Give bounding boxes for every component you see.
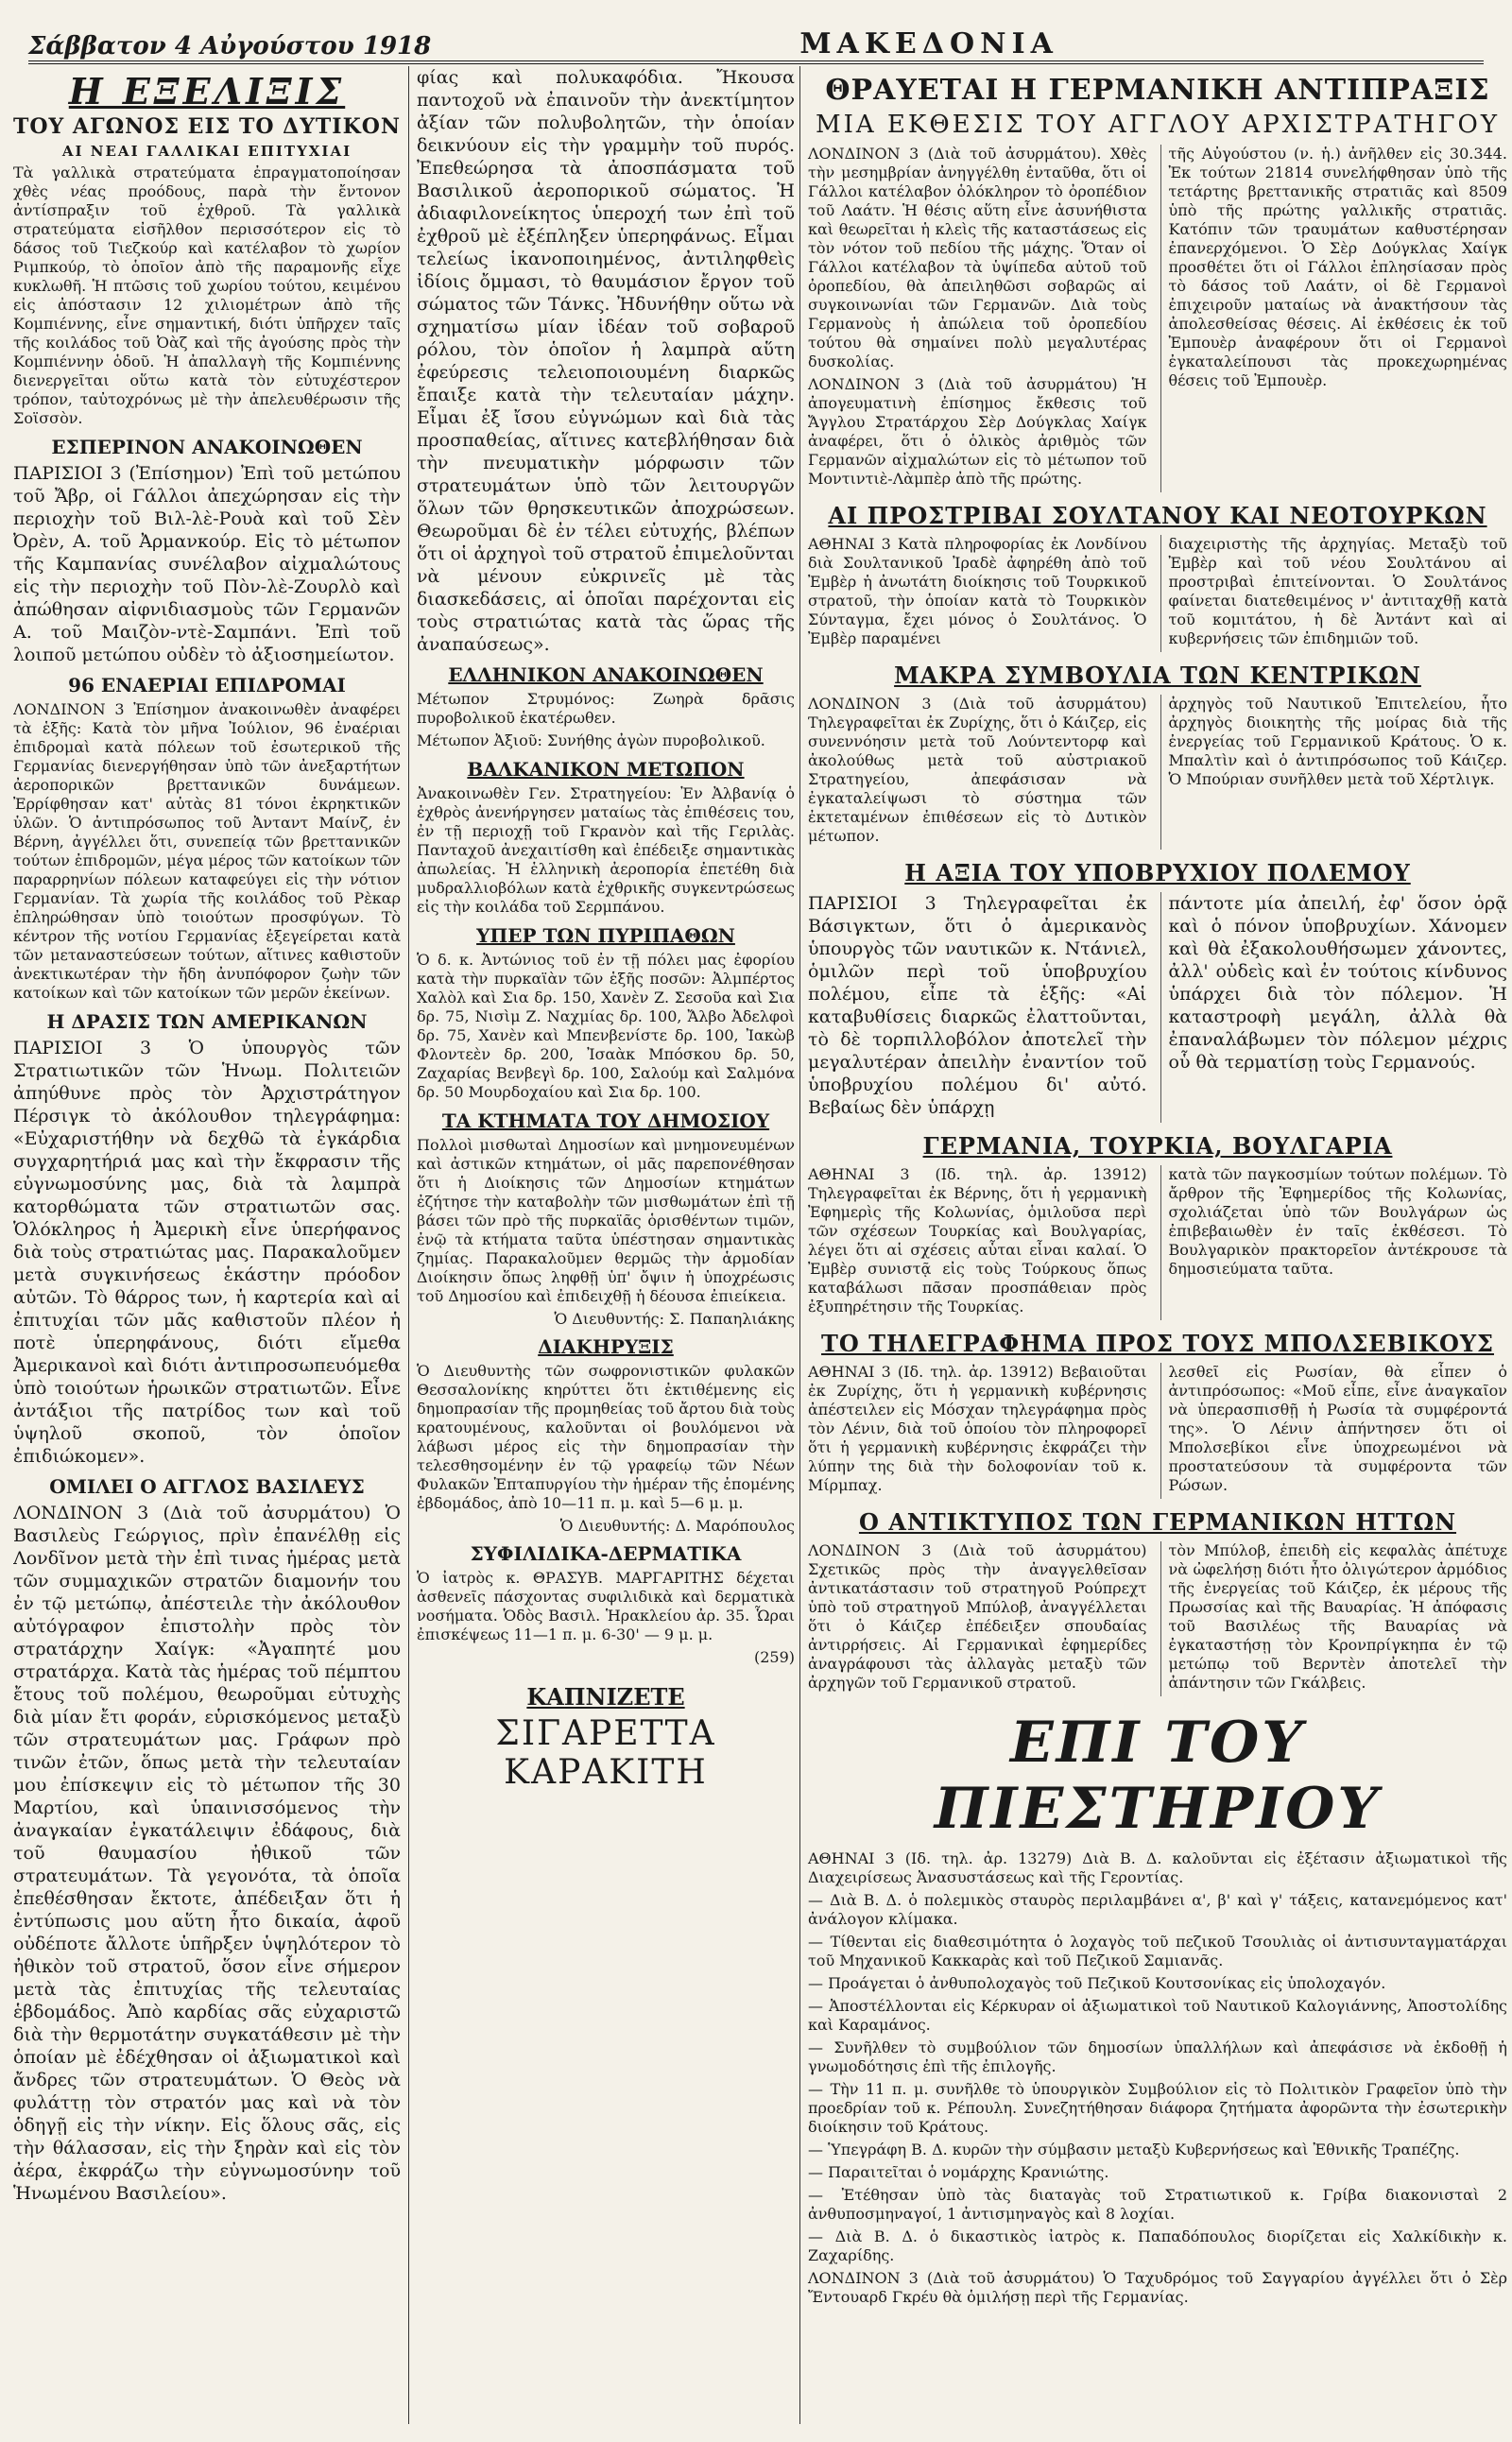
subcolumn: [1160, 1165, 1508, 1320]
headline-americans: Η ΔΡΑΣΙΣ ΤΩΝ ΑΜΕΡΙΚΑΝΩΝ: [46, 1010, 368, 1033]
subcolumn: [1160, 892, 1508, 1123]
news-item: — Ἐτέθησαν ὑπὸ τὰς διαταγὰς τοῦ Στρατιωτικοῦ κ. Γρίβα διακονισταὶ 2 ἀνθυποσμηναγοί, 1 ἀντισμηναγὸς καὶ 8 λοχίαι.: [808, 2186, 1507, 2223]
subheadline-french-successes: ΑΙ ΝΕΑΙ ΓΑΛΛΙΚΑΙ ΕΠΙΤΥΧΙΑΙ: [61, 143, 352, 160]
headline-exelixis: Η ΕΞΕΛΙΞΙΣ: [68, 70, 346, 112]
headline-on-the-press: ΕΠΙ ΤΟΥ ΠΙΕΣΤΗΡΙΟΥ: [934, 1710, 1382, 1842]
article-text: ΛΟΝΔΙΝΟΝ 3 Ἐπίσημον ἀνακοινωθὲν ἀναφέρει τὰ ἑξῆς: Κατὰ τὸν μῆνα Ἰούλιον, 96 ἐναέριαι ἐπιδρομαὶ κατὰ πόλεων τοῦ ἐσωτερικοῦ τῆς Γερμανίας διενεργήθησαν ὑπὸ τῶν ἀνεξαρτήτων ἀεροπορικῶν βρεττανικῶν δυνάμεων. Ἐρρίφθησαν κατ' αὐτὰς 81 τόνοι ἐκρηκτικῶν ὑλῶν. Ὁ ἀντιπρόσωπος τοῦ Ἀνταντ Μαίνζ, ἐν Βέρνη, ἀγγέλλει ὅτι, συνεπείᾳ τῶν βρεττανικῶν τούτων ἐπιδρομῶν, μέγα μέρος τῶν κατοίκων τῶν παραρρηνίων πόλεων καταφεύγει εἰς τὴν νότιον Γερμανίαν. Τὰ χωρία τῆς κοιλάδος τοῦ Ρὲκαρ ἐπληρώθησαν ὑπὸ τοιούτων προσφύγων. Τὸ κέντρον τῆς νοτίου Γερμανίας ἐξεγείρεται κατὰ τῶν μεταναστεύσεων τούτων, αἵτινες καθιστοῦν ἀνεκτικωτέραν τὴν ἤδη ἀνυπόφορον ζωὴν τῶν κατοίκων καὶ τῶν κατοίκων τῶν μερῶν ἐκείνων.: [13, 700, 401, 1002]
article-text: Ἀνακοινωθὲν Γεν. Στρατηγείου: Ἐν Ἀλβανίᾳ ὁ ἐχθρὸς ἀνενήργησεν ματαίως τὰς ἐπιθέσεις του, ἐν τῇ περιοχῇ τοῦ Γκρανὸν καὶ τῆς Γεριλὰς. Πανταχοῦ ἀνεχαιτίσθη καὶ ἐπέδειξε σημαντικὰς ἀπωλείας. Ἡ ἑλληνικὴ ἀεροπορία ἐπετέθη διὰ μυδραλλιοβόλων κατὰ ἐχθρικῆς συγκεντρώσεως εἰς τὴν κοιλάδα τοῦ Σερμπάνου.: [417, 784, 795, 916]
signature: Ὁ Διευθυντής: Δ. Μαρόπουλος: [559, 1517, 795, 1535]
article-text: ΛΟΝΔΙΝΟΝ 3 (Διὰ τοῦ ἀσυρμάτου) Σχετικῶς πρὸς τὴν ἀναγγελθεῖσαν ἀντικατάστασιν τοῦ στρατηγοῦ Ρούπρεχτ ὑπὸ τοῦ στρατηγοῦ Μπύλοβ, ἀναγγέλλεται ὅτι ὁ Κάιζερ ἐπέδειξεν σπουδαίας ἀντιρρήσεις. Αἱ Γερμανικαὶ ἐφημερίδες ἀναγράφουσι τὰς ἀλλαγὰς μεταξὺ τῶν ἀρχηγῶν τοῦ Γερμανικοῦ στρατοῦ.: [808, 1541, 1147, 1692]
article-text: ἀρχηγὸς τοῦ Ναυτικοῦ Ἐπιτελείου, ἦτο ἀρχηγὸς διοικητὴς τῆς μοίρας διὰ τῆς ἐνεργείας τοῦ Γερμανικοῦ Κράτους. Ὁ κ. Μπαλτὶν καὶ ὁ ἀντιπρόσωπος τοῦ Κάιζερ. Ὁ Μπούριαν συνῆλθεν μετὰ τοῦ Χέρτλιγκ.: [1168, 695, 1507, 788]
headline-advert-doctor: ΣΥΦΙΛΙΔΙΚΑ-ΔΕΡΜΑΤΙΚΑ: [470, 1542, 742, 1565]
subcolumn: [808, 1363, 1147, 1499]
news-item: — Τὴν 11 π. μ. συνῆλθε τὸ ὑπουργικὸν Συμβούλιον εἰς τὸ Πολιτικὸν Γραφεῖον ὑπὸ τὴν προεδρίαν τοῦ κ. Ρέπουλη. Συνεζητήθησαν διάφορα ζητήματα ἀφορῶντα τὴν ἐσωτερικὴν διοίκησιν τοῦ Κράτους.: [808, 2080, 1507, 2136]
headline-bolshevik-telegram: ΤΟ ΤΗΛΕΓΡΑΦΗΜΑ ΠΡΟΣ ΤΟΥΣ ΜΠΟΛΣΕΒΙΚΟΥΣ: [821, 1330, 1494, 1357]
article-text: ΛΟΝΔΙΝΟΝ 3 (Διὰ τοῦ ἀσυρμάτου) Τηλεγραφεῖται ἐκ Ζυρίχης, ὅτι ὁ Κάιζερ, εἰς συνεννόησιν μετὰ τοῦ Λούντεντορφ καὶ ἀκολούθως μετὰ τοῦ αὐστριακοῦ Στρατηγείου, ἀπεφάσισαν νὰ ἐγκαταλείψωσι τὸ σύστημα τῶν ἐκτεταμένων ἐπιθέσεων εἰς τὸ Δυτικὸν μέτωπον.: [808, 695, 1147, 845]
article-text: διαχειριστὴς τῆς ἀρχηγίας. Μεταξὺ τοῦ Ἐμβὲρ καὶ τοῦ νέου Σουλτάνου αἱ προστριβαὶ ἐπιτείνονται. Ὁ Σουλτάνος φαίνεται διατεθειμένος ν' ἀντιταχθῇ κατὰ τοῦ κομιτάτου, ἡ δὲ Ἀντάντ καὶ αἱ κυβερνήσεις τῶν ἐπιδημιῶν τοῦ.: [1168, 535, 1507, 647]
news-item: — Συνῆλθεν τὸ συμβούλιον τῶν δημοσίων ὑπαλλήλων καὶ ἀπεφάσισε νὰ ἐκδοθῇ ἡ γνωμοδότησις ἐπὶ τῆς ἐπιλογῆς.: [808, 2038, 1507, 2075]
subcolumn: [808, 145, 1147, 492]
subcolumn: [1160, 1363, 1508, 1499]
news-item: — Παραιτεῖται ὁ νομάρχης Κρανιώτης.: [808, 2163, 1109, 2181]
article-text: ΑΘΗΝΑΙ 3 Κατὰ πληροφορίας ἐκ Λονδίνου διὰ Σουλτανικοῦ Ἰραδὲ ἀφηρέθη ἀπὸ τοῦ Ἐμβὲρ ἡ ἀνωτάτη διοίκησις τοῦ Τουρκικοῦ στρατοῦ, τὴν ὁποίαν κατὰ τὸ Τουρκικὸν Σύνταγμα, ἔχει μόνος ὁ Σουλτάνος. Ὁ Ἐμβὲρ παραμένει: [808, 535, 1147, 647]
subcolumn: [808, 695, 1147, 850]
subcolumn: [1160, 1541, 1508, 1696]
headline-evening-communique: ΕΣΠΕΡΙΝΟΝ ΑΝΑΚΟΙΝΩΘΕΝ: [51, 436, 363, 458]
headline-english-king: ΟΜΙΛΕΙ Ο ΑΓΓΛΟΣ ΒΑΣΙΛΕΥΣ: [49, 1475, 365, 1498]
subcolumn: [1160, 145, 1508, 492]
subheadline-western-front: ΤΟΥ ΑΓΩΝΟΣ ΕΙΣ ΤΟ ΔΥΤΙΚΟΝ: [13, 114, 401, 139]
news-item: — Διὰ Β. Δ. ὁ δικαστικὸς ἰατρὸς κ. Παπαδόπουλος διορίζεται εἰς Χαλκίδικὴν κ. Ζαχαρίδης.: [808, 2227, 1507, 2264]
advert-cigarette: ΣΙΓΑΡΕΤΤΑ ΚΑΡΑΚΙΤΗ: [495, 1714, 716, 1792]
advert-smoke: ΚΑΠΝΙΖΕΤΕ: [526, 1683, 685, 1711]
subcolumn: [808, 892, 1147, 1123]
ad-number: (259): [753, 1648, 795, 1666]
article-text: Πολλοὶ μισθωταὶ Δημοσίων καὶ μνημονευμένων καὶ ἀστικῶν κτημάτων, οἱ μᾶς παρεπονέθησαν ὅτι ἡ Διοίκησις τῶν Δημοσίων κτημάτων ἐζήτησε τὴν καταβολὴν τῶν μισθωμάτων ἐπὶ τῇ βάσει τῶν πρὸ τῆς πυρκαϊᾶς ὁρισθέντων τιμῶν, ἐνῷ τὰ κτήματα ταῦτα ὑπέστησαν σημαντικὰς ζημίας. Παρακαλοῦμεν θερμῶς τὴν ἁρμοδίαν Διοίκησιν ὅπως ληφθῇ ὑπ' ὄψιν ἡ ὑποχρέωσις τοῦ Δημοσίου καὶ ἐπιδειχθῇ ἡ δέουσα ἐπιείκεια.: [417, 1136, 795, 1305]
article-columns: [808, 535, 1507, 652]
article-text: ΑΘΗΝΑΙ 3 (Ιδ. τηλ. ἀρ. 13912) Βεβαιοῦται ἐκ Ζυρίχης, ὅτι ἡ γερμανικὴ κυβέρνησις ἀπέστειλεν εἰς Μόσχαν τηλεγράφημα πρὸς τὸν Λένιν, διὰ τοῦ ὁποίου τὸν πληροφορεῖ ὅτι ἡ γερμανικὴ κυβέρνησις ἐκφράζει τὴν λύπην της διὰ τὴν δολοφονίαν τοῦ κ. Μίρμπαχ.: [808, 1363, 1147, 1494]
article-text: Τὰ γαλλικὰ στρατεύματα ἐπραγματοποίησαν χθὲς νέας προόδους, παρὰ τὴν ἔντονον ἀντίσπραξιν τοῦ ἐχθροῦ. Τὰ γαλλικὰ στρατεύματα εἰσῆλθον περισσότερον εἰς τὸ δάσος τοῦ Τιεζκούρ καὶ κατέλαβον τὸ χωρίον Ριμπκούρ, τὸ ὁποῖον ἀπὸ τῆς παραμονῆς εἶχε κυκλωθῆ. Ἡ πτῶσις τοῦ χωρίου τούτου, κειμένου εἰς ἀπόστασιν 12 χιλιομέτρων ἀπὸ τῆς Κομπιέννης, εἶνε σημαντική, διότι ὑπῆρχεν ταῖς τῆς κοιλάδος τοῦ Ὀὰζ καὶ τῆς ἀγούσης πρὸς τὴν Κομπιέννην ὁδοῦ. Ἡ ἀπαλλαγὴ τῆς Κομπιέννης διενεργεῖται οὕτω κατὰ τὸν εὐτυχέστερον τρόπον, ταὐτοχρόνως μὲ τὴν ἀπελευθέρωσιν τῆς Σοϊσσὸν.: [13, 163, 401, 427]
article-text: πάντοτε μία ἀπειλή, ἐφ' ὅσον ὁρᾷ καὶ ὁ πόνον ὑποβρυχίων. Χάνομεν καὶ θὰ ἐξακολουθήσωμεν χάνοντες, ἀλλ' οὐδεὶς καὶ ἐν τούτοις κίνδυνος ὑπάρχει διὰ τὸν πόλεμον. Ἡ καταστροφὴ μεγάλη, ἀλλὰ θὰ ἐπαναλάβωμεν τὸν πόλεμον μέχρις οὗ θὰ τερματίσῃ τοὺς Γερμανούς.: [1168, 893, 1507, 1073]
subcolumn: [808, 1165, 1147, 1320]
article-text: ΛΟΝΔΙΝΟΝ 3 (Διὰ τοῦ ἀσυρμάτου) Ὁ Βασιλεὺς Γεώργιος, πρὶν ἐπανέλθῃ εἰς Λονδῖνον μετὰ τὴν ἐπὶ τινας ἡμέρας μετὰ τῶν συμμαχικῶν στρατῶν διαμονήν του ἐν τῷ μετώπῳ, ἀπέστειλε τὴν ἀκόλουθον αὐτόγραφον ἐπιστολὴν πρὸς τὸν στρατάρχην Χαίγκ: «Ἀγαπητέ μου στρατάρχα. Κατὰ τὰς ἡμέρας τοῦ πέμπτου ἔτους τοῦ πολέμου, θεωροῦμαι εὐτυχὴς διὰ μίαν ἔτι φοράν, εὑρισκόμενος μεταξὺ τῶν στρατευμάτων μας. Γράφων πρὸ τινῶν ἐτῶν, ὅπως μετὰ τὴν τελευταίαν μου ἐπίσκεψιν εἰς τὸ μέτωπον τῆς 30 Μαρτίου, καὶ ὑπαινισσόμενος τὴν ἀναγκαίαν ἐγκατάλειψιν ἐδάφους, διὰ τοῦ θαυμασίου ἠθικοῦ τῶν στρατευμάτων. Τὰ γεγονότα, τὰ ὁποῖα ἐπεθέσθησαν ἔκτοτε, ἀπέδειξαν ὅτι ἡ ἐντύπωσις μου αὕτη ἦτο δικαία, ἀφοῦ οὐδέποτε ἄλλοτε ὑπῆρξεν ὑψηλότερον τὸ ἠθικὸν τοῦ στρατοῦ, ὅσον εἶνε σήμερον μετὰ τὰς ἐπιτυχίας τῆς τελευταίας ἑβδομάδος. Ἀπὸ καρδίας σᾶς εὐχαριστῶ διὰ τὴν θερμοτάτην συγκατάθεσιν μὲ τὴν ὁποίαν μὲ ἐδέχθησαν οἱ ἀξιωματικοὶ καὶ ἄνδρες τῶν στρατευμάτων. Ὁ Θεὸς νὰ φυλάττῃ τὸν στρατόν μας καὶ νὰ τὸν ὁδηγῇ εἰς τὴν νίκην. Εἰς ὅλους σᾶς, εἰς τὴν θάλασσαν, εἰς τὴν ξηρὰν καὶ εἰς τὸν ἀέρα, ἐκφράζω τὴν εὐγνωμοσύνην τοῦ Ἡνωμένου Βασιλείου».: [13, 1503, 401, 2204]
subcolumn: [1160, 535, 1508, 652]
masthead: [28, 17, 1484, 64]
article-columns: [808, 892, 1507, 1123]
signature: Ὁ Διευθυντής: Σ. Παπαηλιάκης: [554, 1310, 795, 1328]
headline-greek-communique: ΕΛΛΗΝΙΚΟΝ ΑΝΑΚΟΙΝΩΘΕΝ: [448, 663, 764, 686]
article-text: ΛΟΝΔΙΝΟΝ 3 (Διὰ τοῦ ἀσυρμάτου) Ἡ ἀπογευματινὴ ἐπίσημος ἔκθεσις τοῦ Ἄγγλου Στρατάρχου Σὲρ Δούγκλας Χαίγκ ἀναφέρει, ὅτι ὁ ὁλικὸς ἀριθμὸς τῶν Γερμανῶν αἰχμαλώτων εἰς τὸ μέτωπον τοῦ Μοντιντιὲ-Λὰμπὲρ ἀπὸ τῆς πρώτης.: [808, 375, 1147, 488]
headline-proclamation: ΔΙΑΚΗΡΥΞΙΣ: [538, 1335, 674, 1358]
article-columns: [808, 695, 1507, 850]
headline-german-defeats: Ο ΑΝΤΙΚΤΥΠΟΣ ΤΩΝ ΓΕΡΜΑΝΙΚΩΝ ΗΤΤΩΝ: [858, 1508, 1457, 1536]
article-text: τὸν Μπύλοβ, ἐπειδὴ εἰς κεφαλὰς ἀπέτυχε νὰ ὠφελήσῃ διότι ἦτο ὀλιγώτερον ἀρμόδιος τῆς ἐνεργείας τοῦ Κάιζερ, ἐκ μέρους τῆς Πρωσσίας καὶ τῆς Βαυαρίας. Ἡ ἀπόφασις τοῦ Βασιλέως τῆς Βαυαρίας νὰ ἐγκαταστήσῃ τὸν Κρονπρίγκηπα ἐν τῷ μετώπῳ τοῦ Βερντὲν ἀποτελεῖ τὴν ἀπάντησιν τῶν Γκάλβεις.: [1168, 1541, 1507, 1692]
column-3: [799, 66, 1507, 2424]
news-item: — Ἀποστέλλονται εἰς Κέρκυραν οἱ ἀξιωματικοὶ τοῦ Ναυτικοῦ Καλογιάννης, Ἀποστολίδης καὶ Καραμάνος.: [808, 1997, 1507, 2034]
article-text: Ὁ ἰατρὸς κ. ΘΡΑΣΥΒ. ΜΑΡΓΑΡΙΤΗΣ δέχεται ἀσθενεῖς πάσχοντας συφιλιδικὰ καὶ δερματικὰ νοσήματα. Ὁδὸς Βασιλ. Ἡρακλείου ἀρ. 35. Ὧραι ἐπισκέψεως 11—1 π. μ. 6-30' — 9 μ. μ.: [417, 1569, 795, 1643]
article-text: ΠΑΡΙΣΙΟΙ 3 (Ἐπίσημον) Ἐπὶ τοῦ μετώπου τοῦ Ἄβρ, οἱ Γάλλοι ἀπεχώρησαν εἰς τὴν περιοχὴν τοῦ Βιλ-λὲ-Ρουὰ καὶ τοῦ Σὲν Ὀρὲν, Α. τοῦ Ἀρμανκούρ. Εἰς τὸ μέτωπον τῆς Καμπανίας συνέλαβον αἰχμαλώτους εἰς τὴν περιοχὴν τοῦ Πὸν-λὲ-Ζουρλὸ καὶ ἀπώθησαν αἰφνιδιασμοὺς τῶν Γερμανῶν Α. τοῦ Μαιζὸν-ντὲ-Σαμπάνι. Ἐπὶ τοῦ λοιποῦ μετώπου οὐδὲν τὸ ἀξιοσημείωτον.: [13, 463, 401, 665]
headline-fire-victims: ΥΠΕΡ ΤΩΝ ΠΥΡΙΠΑΘΩΝ: [476, 924, 735, 947]
newspaper-title: ΜΑΚΕΔΟΝΙΑ: [799, 27, 1058, 60]
news-item: — Τίθενται εἰς διαθεσιμότητα ὁ λοχαγὸς τοῦ πεζικοῦ Τσουλιὰς οἱ ἀντισυνταγματάρχαι τοῦ Μηχανικοῦ Κακκαρὰς καὶ τοῦ Πεζικοῦ Σαμιανᾶς.: [808, 1933, 1507, 1969]
article-columns: [808, 145, 1507, 492]
article-text: ΠΑΡΙΣΙΟΙ 3 Τηλεγραφεῖται ἐκ Βάσιγκτων, ὅτι ὁ ἀμερικανὸς ὑπουργὸς τῶν ναυτικῶν κ. Ντάνιελ, ὁμιλῶν περὶ τοῦ ὑποβρυχίου πολέμου, εἶπε τὰ ἑξῆς: «Αἱ καταβυθίσεις διαρκῶς ἐλαττοῦνται, τὸ δὲ τορπιλλοβόλον ἀποτελεῖ τὴν μεγαλυτέραν ἀπειλὴν ἐναντίον τοῦ ὑποβρυχίου πολέμου δι' αὐτό. Βεβαίως δὲν ὑπάρχῃ: [808, 893, 1147, 1118]
article-text: τῆς Αὐγούστου (ν. ἡ.) ἀνῆλθεν εἰς 30.344. Ἐκ τούτων 21814 συνελήφθησαν ὑπὸ τῆς τετάρτης βρεττανικῆς στρατιᾶς καὶ 8509 ὑπὸ τῆς πρώτης γαλλικῆς στρατιᾶς. Κατόπιν τῶν τραυμάτων καθυστέρησαν ἐπανερχόμενοι. Ὁ Σὲρ Δούγκλας Χαίγκ προσθέτει ὅτι οἱ Γάλλοι ἐπλησίασαν πρὸς τὸ δάσος τοῦ Λαάτν, οἱ δὲ Γερμανοὶ ἐπιχειροῦν ματαίως νὰ ἀνακτήσουν τὰς ἀπολεσθείσας θέσεις. Αἱ ἐκθέσεις ἐκ τοῦ Ἐμπουὲρ ἀναφέρουν ὅτι οἱ Γερμανοὶ ἐγκαταλείπουσι τὰς προκεχωρημένας θέσεις τοῦ Ἐμπουὲρ.: [1168, 145, 1507, 389]
article-columns: [808, 1363, 1507, 1499]
issue-date: Σάββατον 4 Αὐγούστου 1918: [28, 32, 432, 60]
article-text: λεσθεῖ εἰς Ρωσίαν, θὰ εἶπεν ὁ ἀντιπρόσωπος: «Μοῦ εἶπε, εἶνε ἀναγκαῖον νὰ ὑπερασπισθῇ ἡ Ρωσία τὰ συμφέροντά της». Ὁ Λένιν ἀπήντησεν ὅτι οἱ Μπολσεβίκοι εἶνε ὑποχρεωμένοι νὰ προστατεύσουν τὰ συμφέροντα τῶν Ρώσων.: [1168, 1363, 1507, 1494]
article-text: Μέτωπον Ἀξιοῦ: Συνήθης ἀγὼν πυροβολικοῦ.: [417, 731, 765, 749]
headline-public-estates: ΤΑ ΚΤΗΜΑΤΑ ΤΟΥ ΔΗΜΟΣΙΟΥ: [441, 1109, 770, 1132]
article-text: Ὁ Διευθυντὴς τῶν σωφρονιστικῶν φυλακῶν Θεσσαλονίκης κηρύττει ὅτι ἐκτιθέμενης εἰς δημοπρασίαν τῆς προμηθείας τοῦ ἄρτου διὰ τοὺς κρατουμένους, καλοῦνται οἱ βουλόμενοι νὰ λάβωσι μέρος εἰς τὴν δημοπρασίαν τὴν τελεσθησομένην ἐν τῷ γραφείῳ τῶν Νέων Φυλακῶν Ἑπταπυργίου τὴν ἡμέραν τῆς ἐπομένης ἑβδομάδος, ἀπὸ 10—11 π. μ. καὶ 5—6 μ. μ.: [417, 1362, 795, 1512]
article-text: Μέτωπον Στρυμόνος: Ζωηρὰ δρᾶσις πυροβολικοῦ ἑκατέρωθεν.: [417, 690, 795, 727]
article-text: ΛΟΝΔΙΝΟΝ 3 (Διὰ τοῦ ἀσυρμάτου). Χθὲς τὴν μεσημβρίαν ἀνηγγέλθη ἐνταῦθα, ὅτι οἱ Γάλλοι κατέλαβον ὁλόκληρον τὸ ὀροπέδιον τοῦ Λαάτν. Ἡ θέσις αὕτη εἶνε ἀσυνήθιστα καὶ θεωρεῖται ἡ κλεὶς τῆς καταστάσεως εἰς τὸν νότον τοῦ πεδίου τῆς μάχης. Ὅταν οἱ Γάλλοι κατέλαβον τὰ ὑψίπεδα αὐτοῦ τοῦ ὀροπεδίου, θὰ ἀπειληθῶσι σοβαρῶς αἱ συγκοινωνίαι τῶν Γερμανῶν. Διὰ τοὺς Γερμανοὺς ἡ ἀπώλεια τοῦ ὀροπεδίου τούτου θὰ σημαίνει πολὺ μεγαλυτέρας δυσκολίας.: [808, 145, 1147, 370]
article-text: φίας καὶ πολυκαφόδια. Ἤκουσα παντοχοῦ νὰ ἐπαινοῦν τὴν ἀνεκτίμητον ἀξίαν τῶν πολυβολητῶν, τὴν ὁποίαν δεικνύουν εἰς τὴν γραμμὴν τοῦ πυρός. Ἐπεθεώρησα τὰ ἀποσπάσματα τοῦ Βασιλικοῦ ἀεροπορικοῦ σώματος. Ἡ ἀδιαφιλονείκητος ὑπεροχή των ἐπὶ τοῦ ἐχθροῦ μὲ ἐξέπληξεν ὑπερηφάνως. Εἶμαι τελείως ἱκανοποιημένος, ἀντιληφθεὶς ἰδίοις ὄμμασι, τὸ θαυμάσιον ἔργον τοῦ σώματος τῶν Τάνκς. Ἠδυνήθην οὕτω νὰ σχηματίσω μίαν ἰδέαν τοῦ σοβαροῦ ρόλου, τὸν ὁποῖον ἡ λαμπρὰ αὕτη ἐφεύρεσις τελειοποιουμένη διαρκῶς ἔπαιξε κατὰ τὴν τελευταίαν μάχην. Εἶμαι ἐξ ἴσου εὐγνώμων καὶ διὰ τὰς προσπαθείας, αἵτινες κατεβλήθησαν διὰ τὴν πνευματικὴν μόρφωσιν τῶν στρατευμάτων ὑπὸ τῶν λειτουργῶν ὅλων τῶν θρησκευτικῶν ἀποχρώσεων. Θεωροῦμαι δὲ ἐν τέλει εὐτυχής, βλέπων ὅτι οἱ ἀρχηγοὶ τοῦ στρατοῦ ἐπιμελοῦνται νὰ μένουν εὐκρινεῖς μὲ τὰς διασκεδάσεις, αἱ ὁποῖαι παρέχονται εἰς τοὺς στρατιώτας κατὰ τὰς ὥρας τῆς ἀναπαύσεως».: [417, 67, 795, 655]
subcolumn: [1160, 695, 1508, 850]
subcolumn: [808, 535, 1147, 652]
news-item: — Προάγεται ὁ ἀνθυπολοχαγὸς τοῦ Πεζικοῦ Κουτσονίκας εἰς ὑπολοχαγόν.: [808, 1974, 1386, 1992]
subheadline-haig-report: ΜΙΑ ΕΚΘΕΣΙΣ ΤΟΥ ΑΓΓΛΟΥ ΑΡΧΙΣΤΡΑΤΗΓΟΥ: [816, 111, 1500, 139]
headline-germany-turkey-bulgaria: ΓΕΡΜΑΝΙΑ, ΤΟΥΡΚΙΑ, ΒΟΥΛΓΑΡΙΑ: [922, 1132, 1393, 1160]
article-text: ΑΘΗΝΑΙ 3 (Ιδ. τηλ. ἀρ. 13912) Τηλεγραφεῖται ἐκ Βέρνης, ὅτι ἡ γερμανικὴ Ἐφημερὶς τῆς Κολωνίας, ὁμιλοῦσα περὶ τῶν σχέσεων Τουρκίας καὶ Βουλγαρίας, λέγει ὅτι αἱ σχέσεις αὗται εἶναι καλαί. Ὁ Ἐμβὲρ συνιστᾷ εἰς τοὺς Τούρκους ὅπως καταβάλωσι πᾶσαν προσπάθειαν πρὸς ἐξυπηρέτησιν τῆς Τουρκίας.: [808, 1165, 1147, 1316]
headline-balkan-front: ΒΑΛΚΑΝΙΚΟΝ ΜΕΤΩΠΟΝ: [467, 758, 745, 781]
headline-german-resistance: ΘΡΑΥΕΤΑΙ Η ΓΕΡΜΑΝΙΚΗ ΑΝΤΙΠΡΑΞΙΣ: [825, 74, 1490, 107]
headline-central-powers-council: ΜΑΚΡΑ ΣΥΜΒΟΥΛΙΑ ΤΩΝ ΚΕΝΤΡΙΚΩΝ: [894, 662, 1421, 689]
subcolumn: [808, 1541, 1147, 1696]
news-item: — Ὑπεγράφη Β. Δ. κυρῶν τὴν σύμβασιν μεταξὺ Κυβερνήσεως καὶ Ἐθνικῆς Τραπέζης.: [808, 2141, 1460, 2158]
news-item: ΛΟΝΔΙΝΟΝ 3 (Διὰ τοῦ ἀσυρμάτου) Ὁ Ταχυδρόμος τοῦ Σαγγαρίου ἀγγέλλει ὅτι ὁ Σὲρ Ἔντουαρδ Γκρέυ θὰ ὁμιλήσῃ περὶ τῆς Γερμανίας.: [808, 2269, 1507, 2306]
news-item: ΑΘΗΝΑΙ 3 (Ιδ. τηλ. ἀρ. 13279) Διὰ Β. Δ. καλοῦνται εἰς ἐξέτασιν ἀξιωματικοὶ τῆς Διαχειρίσεως Ἀνασυστάσεως καὶ τῆς Γεροντίας.: [808, 1849, 1507, 1886]
article-columns: [808, 1165, 1507, 1320]
article-text: Ὁ δ. κ. Ἀντώνιος τοῦ ἐν τῇ πόλει μας ἐφορίου κατὰ τὴν πυρκαϊὰν τῶν ἑξῆς ποσῶν: Ἀλμπέρτος Χαλὸλ καὶ Σια δρ. 150, Χανὲν Ζ. Σεσοῦα καὶ Σια δρ. 75, Νισὶμ Ζ. Ναχμίας δρ. 100, Ἄλβο Ἀδελφοὶ δρ. 75, Χανὲν καὶ Μπενβενίστε δρ. 100, Ἰακὼβ Φλοντεὲν δρ. 200, Ἰσαὰκ Μπόσκου δρ. 50, Ζαχαρίας Βενβεγὶ δρ. 100, Σαλούμ καὶ Σαλμόνα δρ. 50 Μουρδοχαίου καὶ Σια δρ. 100.: [417, 951, 795, 1101]
headline-submarine-war: Η ΑΞΙΑ ΤΟΥ ΥΠΟΒΡΥΧΙΟΥ ΠΟΛΕΜΟΥ: [904, 859, 1411, 886]
headline-sultan-young-turks: ΑΙ ΠΡΟΣΤΡΙΒΑΙ ΣΟΥΛΤΑΝΟΥ ΚΑΙ ΝΕΟΤΟΥΡΚΩΝ: [828, 502, 1487, 529]
column-1: [13, 66, 401, 2424]
article-text: ΠΑΡΙΣΙΟΙ 3 Ὁ ὑπουργὸς τῶν Στρατιωτικῶν τῶν Ἡνωμ. Πολιτειῶν ἀπηύθυνε πρὸς τὸν Ἀρχιστράτηγον Πέρσιγκ τὸ ἀκόλουθον τηλεγράφημα: «Εὐχαριστήθην νὰ δεχθῶ τὰ ἐγκάρδια συγχαρητήριά μας καὶ τὴν ἔκφρασιν τῆς εὐγνωμοσύνης μας, διὰ τὰ λαμπρὰ κατορθώματα τῶν στρατιωτῶν σας. Ὁλόκληρος ἡ Ἀμερικὴ εἶνε ὑπερήφανος διὰ τοὺς στρατιώτας μας. Παρακαλοῦμεν μετὰ συγκινήσεως ἑκάστην πρόοδον αὐτῶν. Τὸ θάρρος των, ἡ καρτερία καὶ αἱ ἐπιτυχίαι τῶν μᾶς καθιστοῦν πλέον ἡ ποτὲ ὑπερηφάνους, διότι εἴμεθα Ἀμερικανοὶ καὶ διότι ἀντιπροσωπευόμεθα ὑπὸ τοιούτων ἡρωικῶν στρατιωτῶν. Εἶνε ἀντάξιοι τῆς πατρίδος των καὶ τοῦ ὑψηλοῦ σκοποῦ, τὸν ὁποῖον ἐπιδιώκομεν».: [13, 1038, 401, 1467]
headline-air-raids: 96 ΕΝΑΕΡΙΑΙ ΕΠΙΔΡΟΜΑΙ: [68, 674, 346, 696]
news-item: — Διὰ Β. Δ. ὁ πολεμικὸς σταυρὸς περιλαμβάνει α', β' καὶ γ' τάξεις, κατανεμόμενος κατ' ἀνάλογον κλίμακα.: [808, 1891, 1507, 1928]
article-text: κατὰ τῶν παγκοσμίων τούτων πολέμων. Τὸ ἄρθρον τῆς Ἐφημερίδος τῆς Κολωνίας, σχολιάζεται ὑπὸ τῶν Βουλγάρων ὡς ἐπιβεβαιωθὲν ἐν ταῖς ἐκθέσεσι. Τὸ Βουλγαρικὸν πρακτορεῖον ἀντέκρουσε τὰ δημοσιεύματα ταῦτα.: [1168, 1165, 1507, 1278]
article-columns: [808, 1541, 1507, 1696]
column-2: [408, 66, 795, 2424]
